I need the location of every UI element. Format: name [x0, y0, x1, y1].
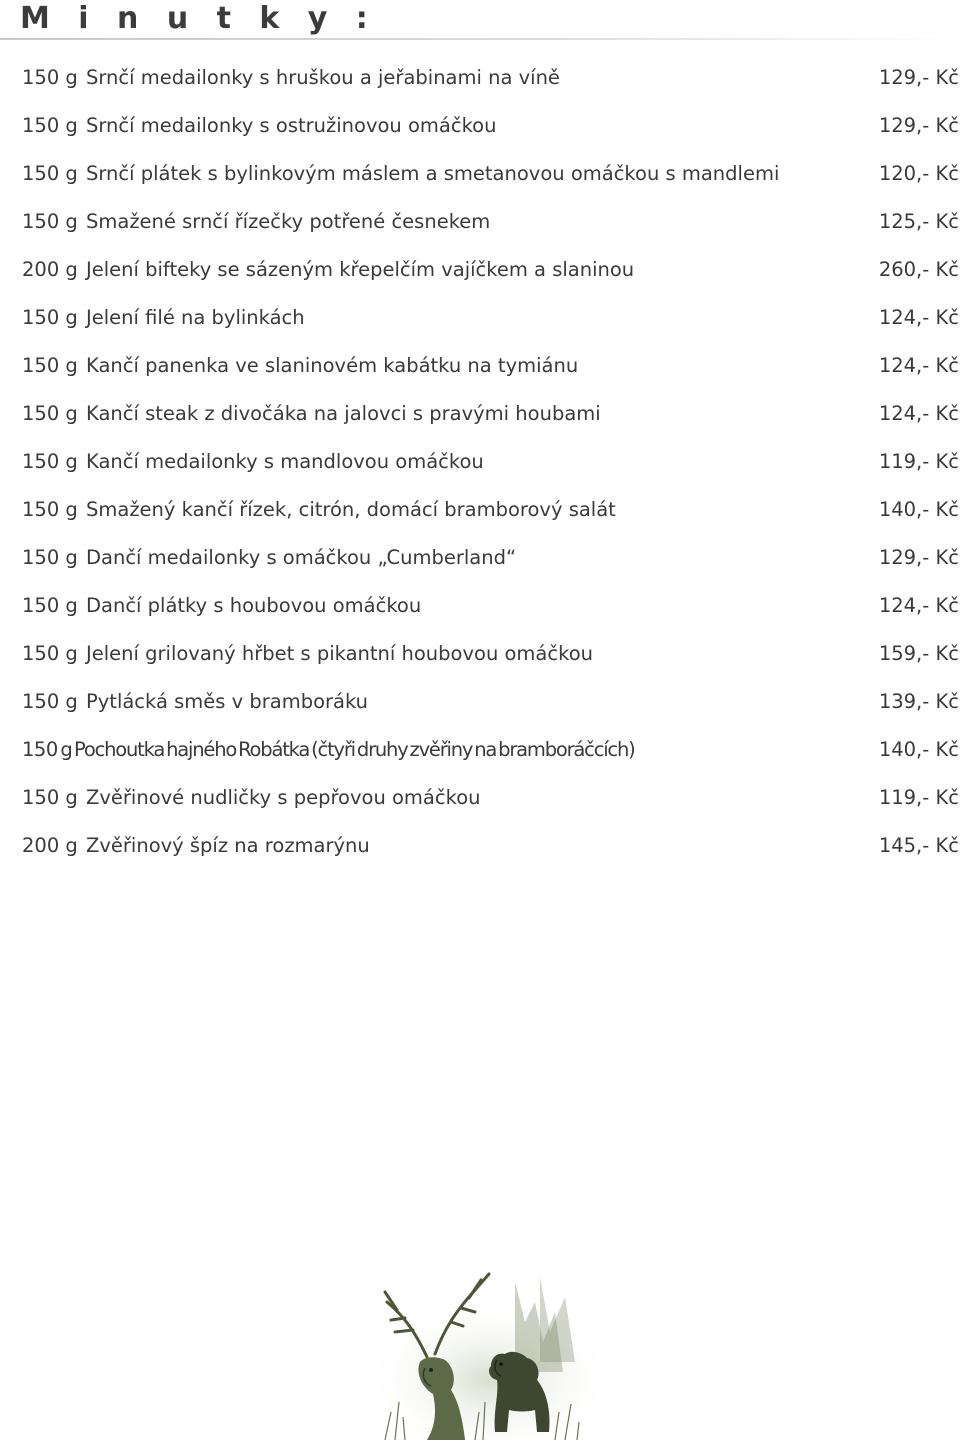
item-weight: 150 g — [22, 642, 78, 665]
item-weight: 200 g — [22, 834, 78, 857]
item-weight: 150 g — [22, 546, 78, 569]
item-weight: 150 g — [22, 210, 78, 233]
item-price: 124,- Kč — [878, 354, 959, 377]
menu-item — [0, 390, 960, 438]
item-dish: Zvěřinové nudličky s pepřovou omáčkou — [86, 786, 481, 809]
item-dish: Jelení bifteky se sázeným křepelčím vajíčkem a slaninou — [86, 258, 635, 281]
menu-item — [0, 774, 960, 822]
item-price: 125,- Kč — [878, 210, 959, 233]
item-price: 129,- Kč — [878, 66, 959, 89]
item-weight: 150 g — [22, 306, 78, 329]
item-price: 140,- Kč — [878, 738, 959, 761]
menu-item — [0, 294, 960, 342]
item-weight: 150 g — [22, 738, 73, 761]
menu-item — [0, 678, 960, 726]
item-weight: 150 g — [22, 162, 78, 185]
item-dish: Smažené srnčí řízečky potřené česnekem — [86, 210, 491, 233]
item-price: 145,- Kč — [878, 834, 959, 857]
menu-item — [0, 150, 960, 198]
item-weight: 150 g — [22, 402, 78, 425]
item-dish: Dančí medailonky s omáčkou „Cumberland“ — [86, 546, 517, 569]
item-weight: 150 g — [22, 450, 78, 473]
item-dish: Pochoutka hajného Robátka (čtyři druhy zvěřiny na bramboráčcích) — [74, 738, 635, 761]
menu-item — [0, 726, 960, 774]
item-dish: Srnčí plátek s bylinkovým máslem a smetanovou omáčkou s mandlemi — [86, 162, 780, 185]
item-dish: Kančí panenka ve slaninovém kabátku na tymiánu — [86, 354, 579, 377]
menu-item — [0, 582, 960, 630]
item-dish: Jelení grilovaný hřbet s pikantní houbovou omáčkou — [86, 642, 593, 665]
item-price: 120,- Kč — [878, 162, 959, 185]
item-price: 124,- Kč — [878, 306, 959, 329]
item-dish: Kančí medailonky s mandlovou omáčkou — [86, 450, 484, 473]
item-weight: 150 g — [22, 354, 78, 377]
menu-item — [0, 342, 960, 390]
item-price: 124,- Kč — [878, 402, 959, 425]
item-price: 140,- Kč — [878, 498, 959, 521]
stag-and-dog-illustration — [365, 1262, 605, 1442]
item-dish: Jelení filé na bylinkách — [86, 306, 305, 329]
item-price: 124,- Kč — [878, 594, 959, 617]
menu-list — [0, 54, 960, 870]
item-weight: 150 g — [22, 66, 78, 89]
menu-item — [0, 438, 960, 486]
item-price: 129,- Kč — [878, 546, 959, 569]
menu-item — [0, 534, 960, 582]
item-dish: Pytlácká směs v bramboráku — [86, 690, 369, 713]
item-weight: 150 g — [22, 498, 78, 521]
menu-item — [0, 822, 960, 870]
menu-item — [0, 486, 960, 534]
item-price: 119,- Kč — [878, 450, 959, 473]
hunting-scene-icon — [365, 1262, 605, 1442]
item-dish: Srnčí medailonky s hruškou a jeřabinami na víně — [86, 66, 560, 89]
menu-item — [0, 54, 960, 102]
item-dish: Zvěřinový špíz na rozmarýnu — [86, 834, 370, 857]
item-weight: 150 g — [22, 786, 78, 809]
item-dish: Smažený kančí řízek, citrón, domácí bramborový salát — [86, 498, 616, 521]
menu-item — [0, 198, 960, 246]
menu-item — [0, 630, 960, 678]
item-dish: Srnčí medailonky s ostružinovou omáčkou — [86, 114, 497, 137]
item-weight: 150 g — [22, 114, 78, 137]
item-price: 260,- Kč — [878, 258, 959, 281]
item-dish: Kančí steak z divočáka na jalovci s pravými houbami — [86, 402, 601, 425]
item-price: 119,- Kč — [878, 786, 959, 809]
item-weight: 150 g — [22, 690, 78, 713]
menu-item — [0, 246, 960, 294]
menu-item — [0, 102, 960, 150]
item-weight: 150 g — [22, 594, 78, 617]
item-weight: 200 g — [22, 258, 78, 281]
item-price: 129,- Kč — [878, 114, 959, 137]
title-divider — [0, 38, 960, 40]
page-title: M i n u t k y : — [20, 1, 377, 36]
item-dish: Dančí plátky s houbovou omáčkou — [86, 594, 422, 617]
item-price: 159,- Kč — [878, 642, 959, 665]
item-price: 139,- Kč — [878, 690, 959, 713]
